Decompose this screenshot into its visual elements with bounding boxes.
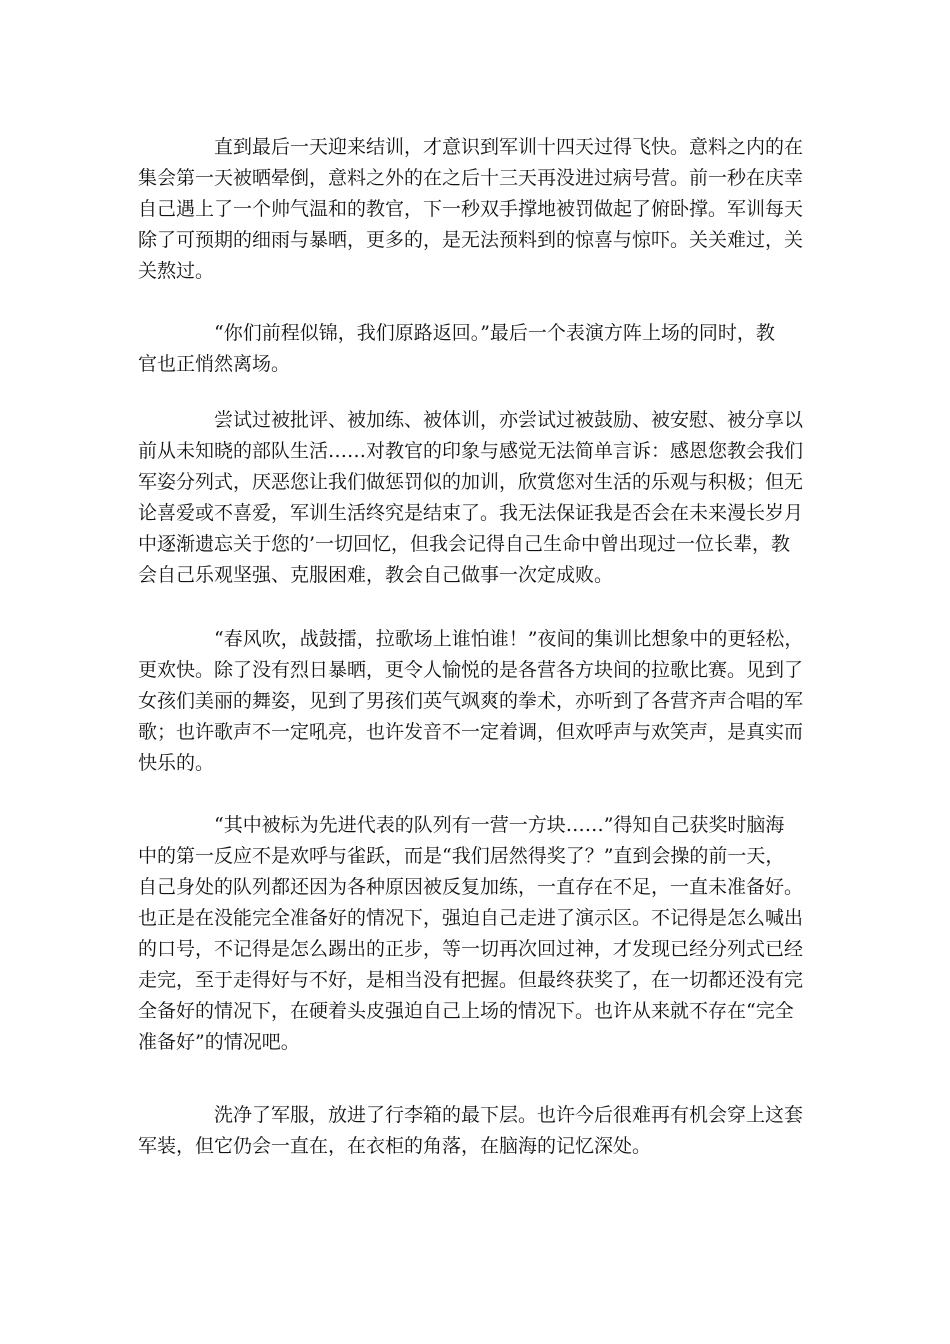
paragraph-line: 中逐渐遗忘关于您的’一切回忆，但我会记得自己生命中曾出现过一位长辈，教 bbox=[138, 533, 791, 555]
paragraph-line: 前从未知晓的部队生活……对教官的印象与感觉无法简单言诉：感恩您教会我们 bbox=[138, 440, 804, 462]
paragraph-line: 更欢快。除了没有烈日暴晒，更令人愉悦的是各营各方块间的拉歌比赛。见到了 bbox=[138, 659, 804, 681]
paragraph-training-end bbox=[138, 132, 820, 287]
paragraph-singing-contest bbox=[138, 624, 820, 779]
paragraph-line: 军装，但它仍会一直在，在衣柜的角落，在脑海的记忆深处。 bbox=[138, 1135, 652, 1157]
paragraph-line: 官也正悄然离场。 bbox=[138, 353, 291, 375]
paragraph-line: 全备好的情况下，在硬着头皮强迫自己上场的情况下。也许从来就不存在“完全 bbox=[138, 1000, 794, 1022]
paragraph-line: 集会第一天被晒晕倒，意料之外的在之后十三天再没进过病号营。前一秒在庆幸 bbox=[138, 167, 804, 189]
paragraph-line: 自己身处的队列都还因为各种原因被反复加练，一直存在不足，一直未准备好。 bbox=[138, 876, 804, 898]
paragraph-line: 洗净了军服，放进了行李箱的最下层。也许今后很难再有机会穿上这套 bbox=[214, 1104, 804, 1126]
paragraph-line: 军姿分列式，厌恶您让我们做惩罚似的加训，欣赏您对生活的乐观与积极；但无 bbox=[138, 471, 804, 493]
paragraph-award bbox=[138, 810, 820, 1058]
paragraph-line: “你们前程似锦，我们原路返回。”最后一个表演方阵上场的同时，教 bbox=[214, 322, 775, 344]
paragraph-line: 会自己乐观坚强、克服困难，教会自己做事一次定成败。 bbox=[138, 564, 614, 586]
paragraph-line: 除了可预期的细雨与暴晒，更多的，是无法预料到的惊喜与惊吓。关关难过，关 bbox=[138, 229, 804, 251]
paragraph-line: 准备好”的情况吧。 bbox=[138, 1031, 300, 1053]
paragraph-instructor bbox=[138, 405, 820, 591]
paragraph-line: 直到最后一天迎来结训，才意识到军训十四天过得飞快。意料之内的在 bbox=[214, 136, 804, 158]
paragraph-uniform bbox=[138, 1100, 820, 1162]
paragraph-line: 论喜爱或不喜爱，军训生活终究是结束了。我无法保证我是否会在未来漫长岁月 bbox=[138, 502, 804, 524]
paragraph-line: “其中被标为先进代表的队列有一营一方块……”得知自己获奖时脑海 bbox=[214, 814, 785, 836]
paragraph-farewell bbox=[138, 318, 820, 380]
paragraph-line: 的口号，不记得是怎么踢出的正步，等一切再次回过神，才发现已经分列式已经 bbox=[138, 938, 804, 960]
paragraph-line: 快乐的。 bbox=[138, 752, 215, 774]
paragraph-line: 歌；也许歌声不一定吼亮，也许发音不一定着调，但欢呼声与欢笑声，是真实而 bbox=[138, 721, 804, 743]
paragraph-line: 走完，至于走得好与不好，是相当没有把握。但最终获奖了，在一切都还没有完 bbox=[138, 969, 804, 991]
paragraph-line: “春风吹，战鼓擂，拉歌场上谁怕谁！”夜间的集训比想象中的更轻松， bbox=[214, 628, 804, 650]
paragraph-line: 也正是在没能完全准备好的情况下，强迫自己走进了演示区。不记得是怎么喊出 bbox=[138, 907, 804, 929]
paragraph-line: 尝试过被批评、被加练、被体训，亦尝试过被鼓励、被安慰、被分享以 bbox=[214, 409, 804, 431]
paragraph-line: 女孩们美丽的舞姿，见到了男孩们英气飒爽的拳术，亦听到了各营齐声合唱的军 bbox=[138, 690, 804, 712]
paragraph-line: 中的第一反应不是欢呼与雀跃，而是“我们居然得奖了？”直到会操的前一天， bbox=[138, 845, 785, 867]
paragraph-line: 自己遇上了一个帅气温和的教官，下一秒双手撑地被罚做起了俯卧撑。军训每天 bbox=[138, 198, 804, 220]
paragraph-line: 关熬过。 bbox=[138, 260, 215, 282]
